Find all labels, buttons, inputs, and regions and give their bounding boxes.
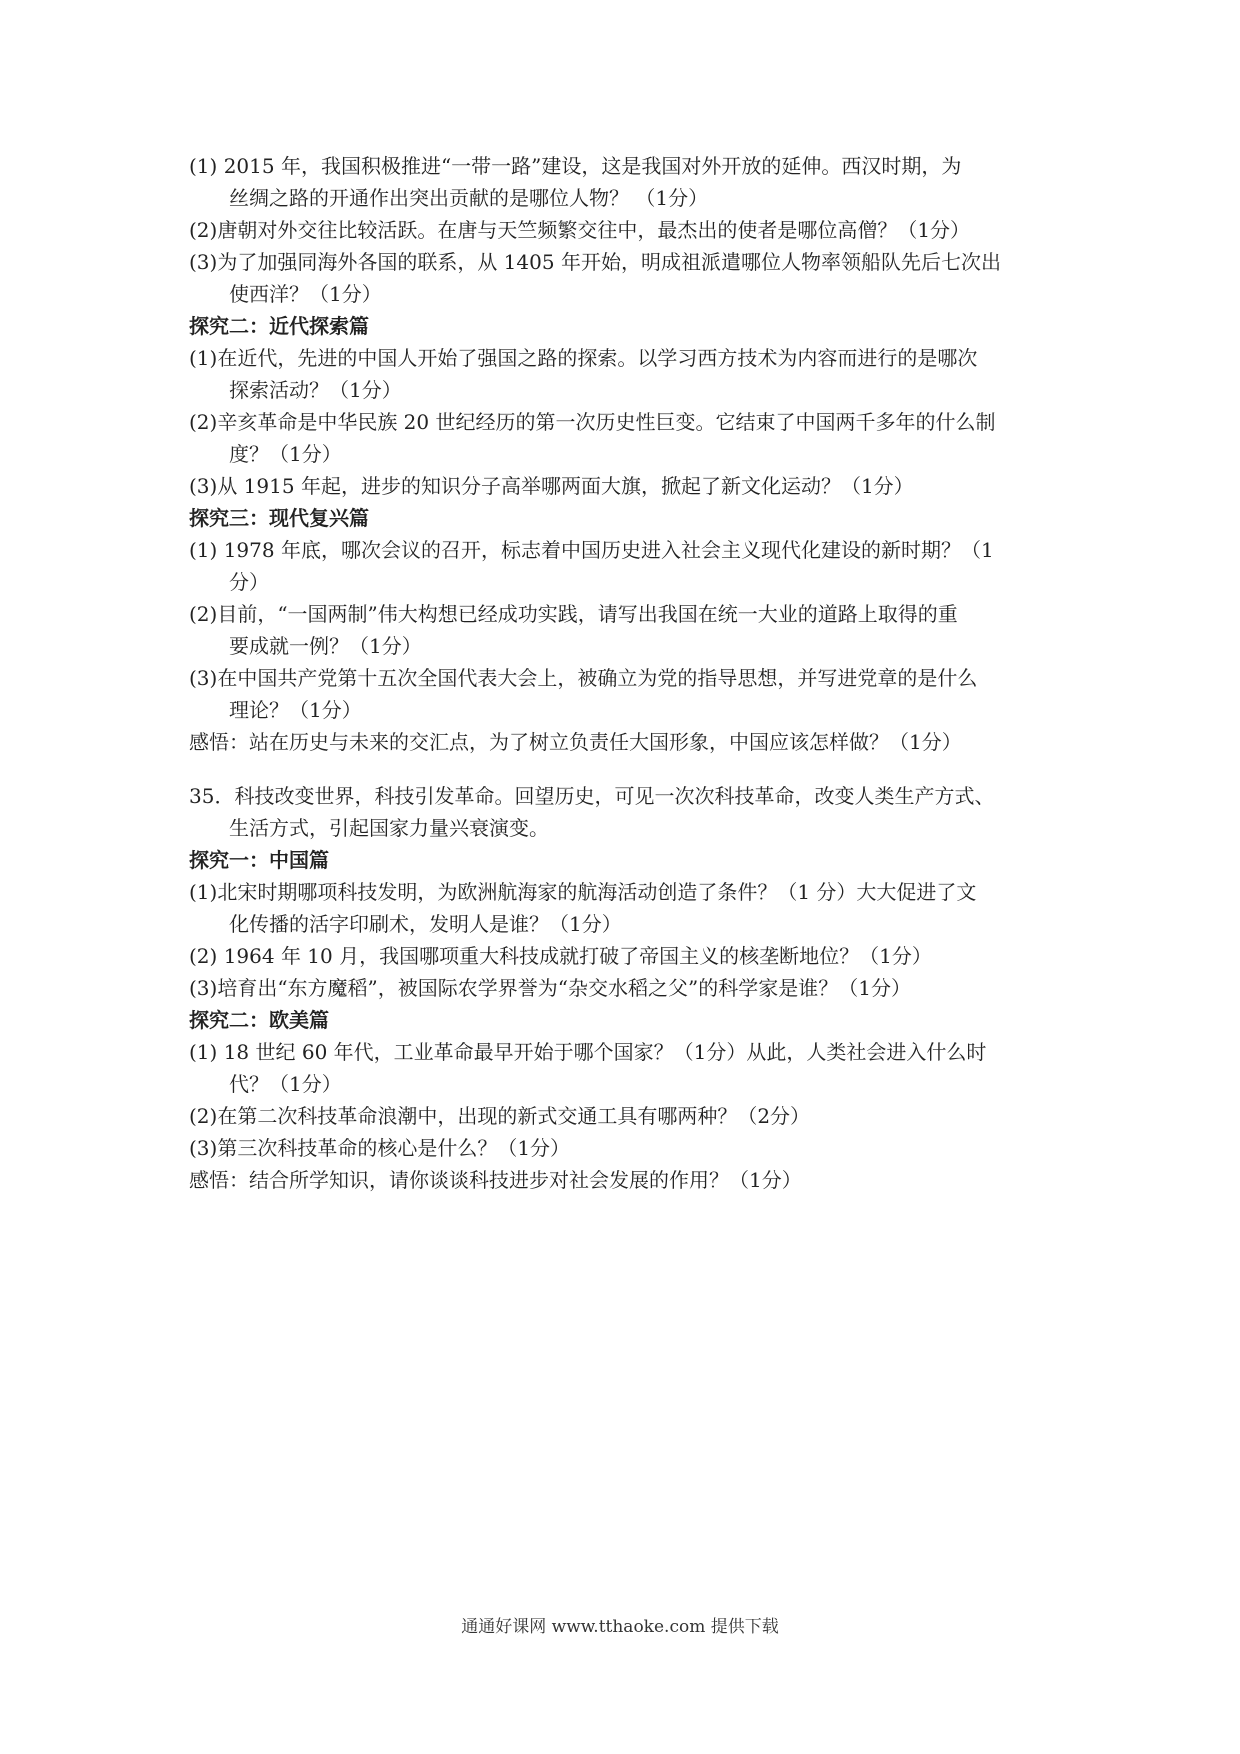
question-35-1-3 (189, 972, 1069, 1004)
question-34-3-3 (189, 662, 1069, 726)
question-35-2-3 (189, 1132, 1069, 1164)
question-34-2-1 (189, 342, 1069, 406)
question-line: (3)为了加强同海外各国的联系，从 1405 年开始，明成祖派遣哪位人物率领船队先后七次出 (189, 250, 1001, 274)
page-footer: 通通好课网 www.tthaoke.com 提供下载 (461, 1617, 779, 1637)
question-line: (1) 2015 年，我国积极推进“一带一路”建设，这是我国对外开放的延伸。西汉时期，为 (189, 154, 962, 178)
question-34-3-2 (189, 598, 1069, 662)
question-34-2-3 (189, 470, 1069, 502)
question-line: (1)北宋时期哪项科技发明，为欧洲航海家的航海活动创造了条件？（1 分）大大促进了文 (189, 880, 977, 904)
reflection-34: 感悟：站在历史与未来的交汇点，为了树立负责任大国形象，中国应该怎样做？（1分） (189, 730, 962, 754)
document-body (189, 150, 1069, 1196)
question-line: 丝绸之路的开通作出突出贡献的是哪位人物？ （1分） (229, 186, 709, 210)
question-line: (1) 18 世纪 60 年代，工业革命最早开始于哪个国家？（1分）从此，人类社会进入什么时 (189, 1040, 987, 1064)
question-line: 理论？（1分） (229, 698, 362, 722)
question-line: (2)辛亥革命是中华民族 20 世纪经历的第一次历史性巨变。它结束了中国两千多年的什么制 (189, 410, 996, 434)
question-line: 代？（1分） (229, 1072, 342, 1096)
section-gap (189, 758, 1069, 780)
question-line: 生活方式，引起国家力量兴衰演变。 (229, 816, 549, 840)
reflection-35: 感悟：结合所学知识，请你谈谈科技进步对社会发展的作用？（1分） (189, 1168, 802, 1192)
question-line: 要成就一例？（1分） (229, 634, 422, 658)
question-34-2-2 (189, 406, 1069, 470)
question-35-intro (189, 780, 1069, 844)
question-line: (3)第三次科技革命的核心是什么？（1分） (189, 1136, 571, 1160)
question-line: (2)目前，“一国两制”伟大构想已经成功实践，请写出我国在统一大业的道路上取得的重 (189, 602, 958, 626)
section-heading-modern-exploration: 探究二：近代探索篇 (189, 314, 369, 338)
question-line: 探索活动？（1分） (229, 378, 402, 402)
question-34-3-1 (189, 534, 1069, 598)
question-35-2-1 (189, 1036, 1069, 1100)
question-line: (1)在近代，先进的中国人开始了强国之路的探索。以学习西方技术为内容而进行的是哪次 (189, 346, 978, 370)
question-line: (1) 1978 年底，哪次会议的召开，标志着中国历史进入社会主义现代化建设的新时期？（1 (189, 538, 994, 562)
section-heading-china: 探究一：中国篇 (189, 848, 329, 872)
question-line: 化传播的活字印刷术，发明人是谁？（1分） (229, 912, 622, 936)
question-line: 使西洋？（1分） (229, 282, 382, 306)
question-line: (3)培育出“东方魔稻”，被国际农学界誉为“杂交水稻之父”的科学家是谁？（1分） (189, 976, 911, 1000)
question-line: 分） (229, 570, 269, 594)
question-line: (2)在第二次科技革命浪潮中，出现的新式交通工具有哪两种？（2分） (189, 1104, 811, 1128)
question-line: (2)唐朝对外交往比较活跃。在唐与天竺频繁交往中，最杰出的使者是哪位高僧？（1分） (189, 218, 971, 242)
question-line: (3)在中国共产党第十五次全国代表大会上，被确立为党的指导思想，并写进党章的是什么 (189, 666, 978, 690)
question-34-1-3 (189, 246, 1069, 310)
question-35-1-2 (189, 940, 1069, 972)
question-line: 35．科技改变世界，科技引发革命。回望历史，可见一次次科技革命，改变人类生产方式、 (189, 784, 995, 808)
question-line: 度？（1分） (229, 442, 342, 466)
section-heading-modern-revival: 探究三：现代复兴篇 (189, 506, 369, 530)
question-line: (3)从 1915 年起，进步的知识分子高举哪两面大旗，掀起了新文化运动？（1分） (189, 474, 914, 498)
question-35-1-1 (189, 876, 1069, 940)
section-heading-europe-america: 探究二：欧美篇 (189, 1008, 329, 1032)
question-34-1-1 (189, 150, 1069, 214)
question-35-2-2 (189, 1100, 1069, 1132)
question-34-1-2 (189, 214, 1069, 246)
question-line: (2) 1964 年 10 月，我国哪项重大科技成就打破了帝国主义的核垄断地位？（1分） (189, 944, 932, 968)
